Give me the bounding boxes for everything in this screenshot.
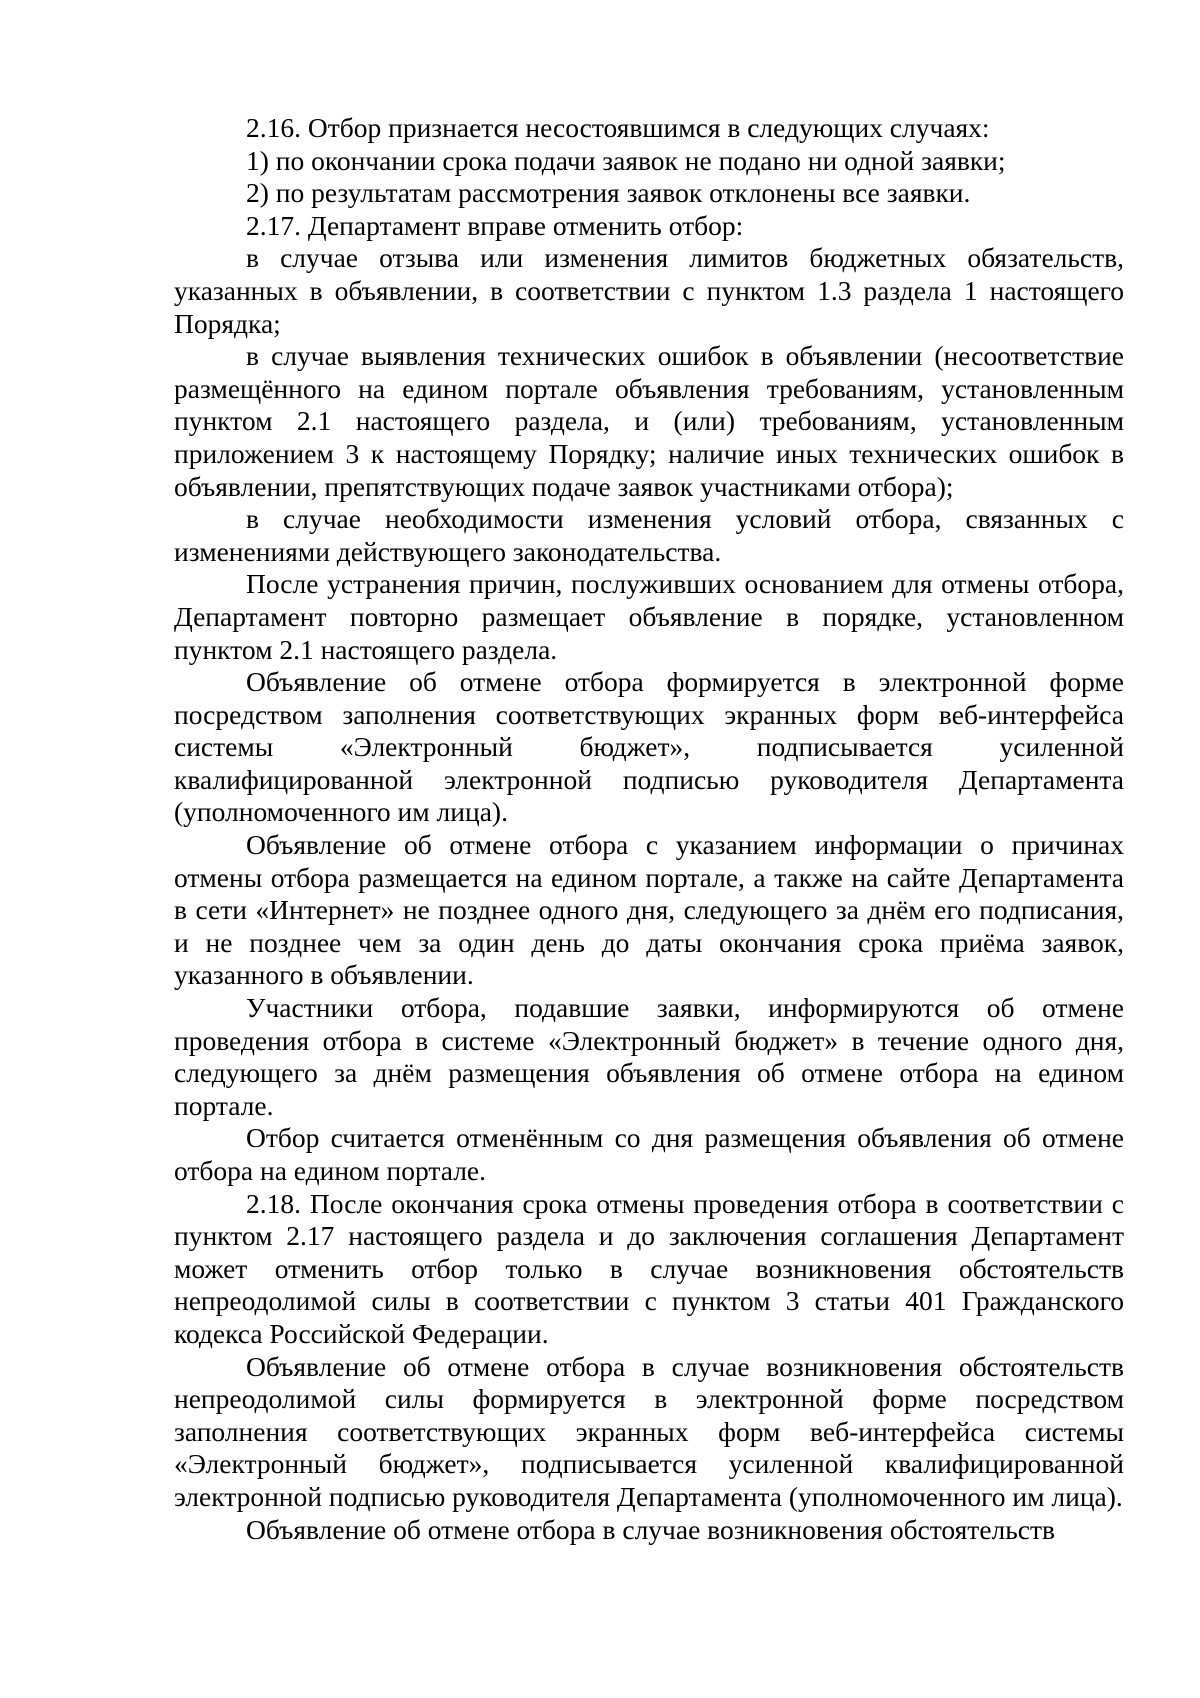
paragraph-2-16: 2.16. Отбор признается несостоявшимся в следующих случаях:: [246, 112, 990, 143]
paragraph-2-17: 2.17. Департамент вправе отменить отбор:: [246, 209, 744, 241]
paragraph-case-1: 1) по окончании срока подачи заявок не подано ни одной заявки;: [246, 144, 1006, 176]
paragraph-cancellation-form: Объявление об отмене отбора формируется в электронной форме посредством заполнения соответствующих экранных форм веб-интерфейса системы «Электронный бюджет», подписывается усиленной квалифицированной электронной подписью руководителя Департамента (уполномоченного им лица).: [174, 666, 1124, 828]
paragraph-2-18: 2.18. После окончания срока отмены проведения отбора в соответствии с пунктом 2.17 настоящего раздела и до заключения соглашения Департамент может отменить отбор только в случае возникновения обстоятельств непреодолимой силы в соответствии с пунктом 3 статьи 401 Гражданского кодекса Российской Федерации.: [174, 1187, 1124, 1349]
paragraph-cancellation-effective: Отбор считается отменённым со дня размещения объявления об отмене отбора на едином портале.: [174, 1122, 1124, 1186]
paragraph-force-majeure-form: Объявление об отмене отбора в случае возникновения обстоятельств непреодолимой силы формируется в электронной форме посредством заполнения соответствующих экранных форм веб-интерфейса системы «Электронный бюджет», подписывается усиленной квалифицированной электронной подписью руководителя Департамента (уполномоченного им лица).: [174, 1350, 1124, 1512]
paragraph-legislation-change: в случае необходимости изменения условий отбора, связанных с изменениями действующего законодательства.: [174, 503, 1124, 567]
paragraph-limits-withdrawal: в случае отзыва или изменения лимитов бюджетных обязательств, указанных в объявлении, в соответствии с пунктом 1.3 раздела 1 настоящего Порядка;: [174, 242, 1124, 339]
paragraph-force-majeure-continued: Объявление об отмене отбора в случае возникновения обстоятельств: [246, 1513, 1055, 1545]
paragraph-participants-notice: Участники отбора, подавшие заявки, информируются об отмене проведения отбора в системе «Электронный бюджет» в течение одного дня, следующего за днём размещения объявления об отмене отбора на едином портале.: [174, 992, 1124, 1121]
paragraph-technical-errors: в случае выявления технических ошибок в объявлении (несоответствие размещённого на едином портале объявления требованиям, установленным пунктом 2.1 настоящего раздела, и (или) требованиям, установленным приложением 3 к настоящему Порядку; наличие иных технических ошибок в объявлении, препятствующих подаче заявок участниками отбора);: [174, 340, 1124, 502]
paragraph-cancellation-publication: Объявление об отмене отбора с указанием информации о причинах отмены отбора размещается на едином портале, а также на сайте Департамента в сети «Интернет» не позднее одного дня, следующего за днём его подписания, и не позднее чем за один день до даты окончания срока приёма заявок, указанного в объявлении.: [174, 829, 1124, 991]
paragraph-case-2: 2) по результатам рассмотрения заявок отклонены все заявки.: [246, 177, 971, 209]
document-page: [174, 112, 1124, 1546]
paragraph-repeat-announcement: После устранения причин, послуживших основанием для отмены отбора, Департамент повторно размещает объявление в порядке, установленном пунктом 2.1 настоящего раздела.: [174, 568, 1124, 665]
